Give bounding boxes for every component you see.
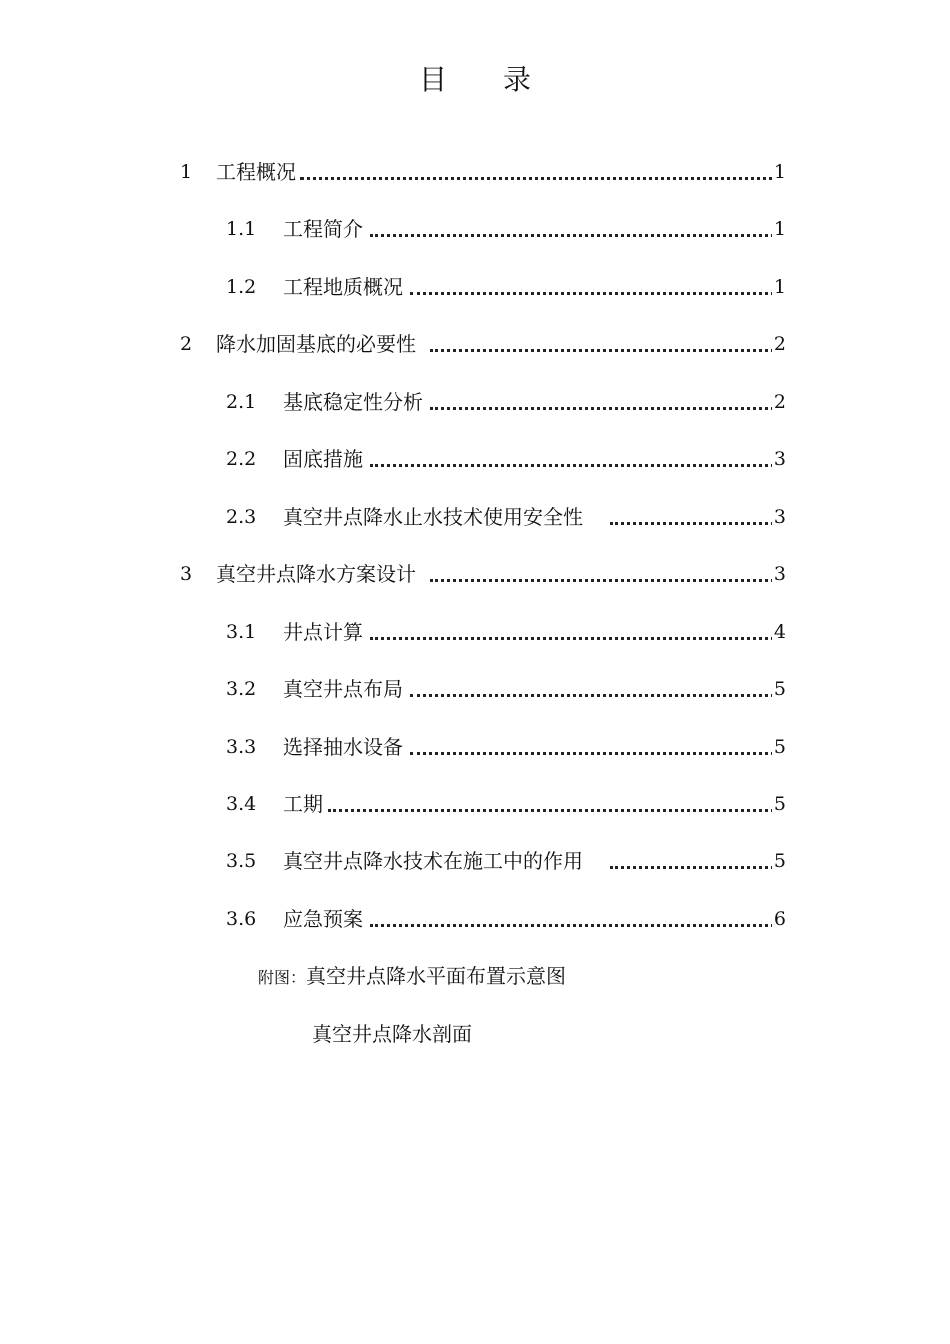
toc-title: 工期 bbox=[283, 789, 325, 819]
toc-entry[interactable] bbox=[0, 732, 950, 762]
toc-title: 真空井点降水止水技术使用安全性 bbox=[283, 502, 585, 532]
toc-leader-dots bbox=[370, 464, 780, 467]
toc-title: 真空井点降水方案设计 bbox=[216, 559, 418, 589]
toc-page-number: 2 bbox=[772, 329, 786, 359]
toc-title: 降水加固基底的必要性 bbox=[216, 329, 418, 359]
toc-number: 3.1 bbox=[226, 621, 257, 643]
toc-title: 应急预案 bbox=[283, 904, 365, 934]
toc-entry[interactable] bbox=[0, 272, 950, 302]
appendix-line-1 bbox=[258, 961, 566, 993]
toc-page-number: 5 bbox=[772, 846, 786, 876]
toc-number: 2.1 bbox=[226, 391, 257, 413]
title-char-1: 目 bbox=[418, 63, 447, 96]
toc-leader-dots bbox=[300, 177, 780, 180]
toc-title: 工程简介 bbox=[283, 214, 365, 244]
toc-title: 真空井点降水技术在施工中的作用 bbox=[283, 846, 585, 876]
toc-entry[interactable] bbox=[0, 214, 950, 244]
toc-page-number: 3 bbox=[772, 502, 786, 532]
toc-leader-dots bbox=[370, 924, 780, 927]
toc-page-number: 2 bbox=[772, 387, 786, 417]
toc-title: 固底措施 bbox=[283, 444, 365, 474]
toc-number: 3.4 bbox=[226, 793, 257, 815]
toc-title: 工程概况 bbox=[216, 157, 298, 187]
toc-leader-dots bbox=[370, 234, 780, 237]
toc-page-number: 3 bbox=[772, 444, 786, 474]
appendix-item: 真空井点降水平面布置示意图 bbox=[306, 964, 567, 988]
toc-leader-dots bbox=[430, 349, 780, 352]
toc-number: 2 bbox=[180, 333, 193, 355]
toc-number: 1.2 bbox=[226, 276, 257, 298]
toc-leader-dots bbox=[370, 637, 780, 640]
toc-title: 基底稳定性分析 bbox=[283, 387, 425, 417]
toc-entry[interactable] bbox=[0, 329, 950, 359]
toc-page-number: 5 bbox=[772, 732, 786, 762]
toc-leader-dots bbox=[610, 866, 780, 869]
title-char-2: 录 bbox=[503, 63, 532, 96]
toc-entry[interactable] bbox=[0, 502, 950, 532]
toc-title: 工程地质概况 bbox=[283, 272, 405, 302]
toc-page-number: 1 bbox=[772, 157, 786, 187]
toc-entry[interactable] bbox=[0, 157, 950, 187]
toc-entry[interactable] bbox=[0, 559, 950, 589]
toc-page-number: 4 bbox=[772, 617, 786, 647]
appendix-item: 真空井点降水剖面 bbox=[312, 1022, 472, 1046]
toc-number: 3.3 bbox=[226, 736, 257, 758]
toc-number: 1.1 bbox=[226, 218, 257, 240]
appendix-line-2 bbox=[312, 1019, 472, 1049]
toc-title: 真空井点布局 bbox=[283, 674, 405, 704]
toc-number: 3 bbox=[180, 563, 193, 585]
toc-leader-dots bbox=[410, 694, 780, 697]
toc-number: 1 bbox=[180, 161, 193, 183]
page-title bbox=[0, 58, 950, 98]
toc-number: 2.2 bbox=[226, 448, 257, 470]
toc-page-number: 5 bbox=[772, 789, 786, 819]
toc-entry[interactable] bbox=[0, 674, 950, 704]
toc-entry[interactable] bbox=[0, 444, 950, 474]
toc-page-number: 5 bbox=[772, 674, 786, 704]
appendix-label: 附图： bbox=[258, 968, 307, 987]
toc-page-number: 3 bbox=[772, 559, 786, 589]
toc-leader-dots bbox=[610, 522, 780, 525]
toc-page-number: 1 bbox=[772, 214, 786, 244]
toc-number: 2.3 bbox=[226, 506, 257, 528]
toc-number: 3.6 bbox=[226, 908, 257, 930]
toc-entry[interactable] bbox=[0, 387, 950, 417]
toc-title: 井点计算 bbox=[283, 617, 365, 647]
toc-leader-dots bbox=[430, 407, 780, 410]
toc-entry[interactable] bbox=[0, 904, 950, 934]
toc-number: 3.5 bbox=[226, 850, 257, 872]
toc-entry[interactable] bbox=[0, 846, 950, 876]
toc-entry[interactable] bbox=[0, 617, 950, 647]
toc-leader-dots bbox=[410, 752, 780, 755]
toc-page-number: 1 bbox=[772, 272, 786, 302]
toc-number: 3.2 bbox=[226, 678, 257, 700]
toc-entry[interactable] bbox=[0, 789, 950, 819]
toc-leader-dots bbox=[430, 579, 780, 582]
toc-leader-dots bbox=[328, 809, 780, 812]
toc-page-number: 6 bbox=[772, 904, 786, 934]
toc-leader-dots bbox=[410, 292, 780, 295]
toc-title: 选择抽水设备 bbox=[283, 732, 405, 762]
